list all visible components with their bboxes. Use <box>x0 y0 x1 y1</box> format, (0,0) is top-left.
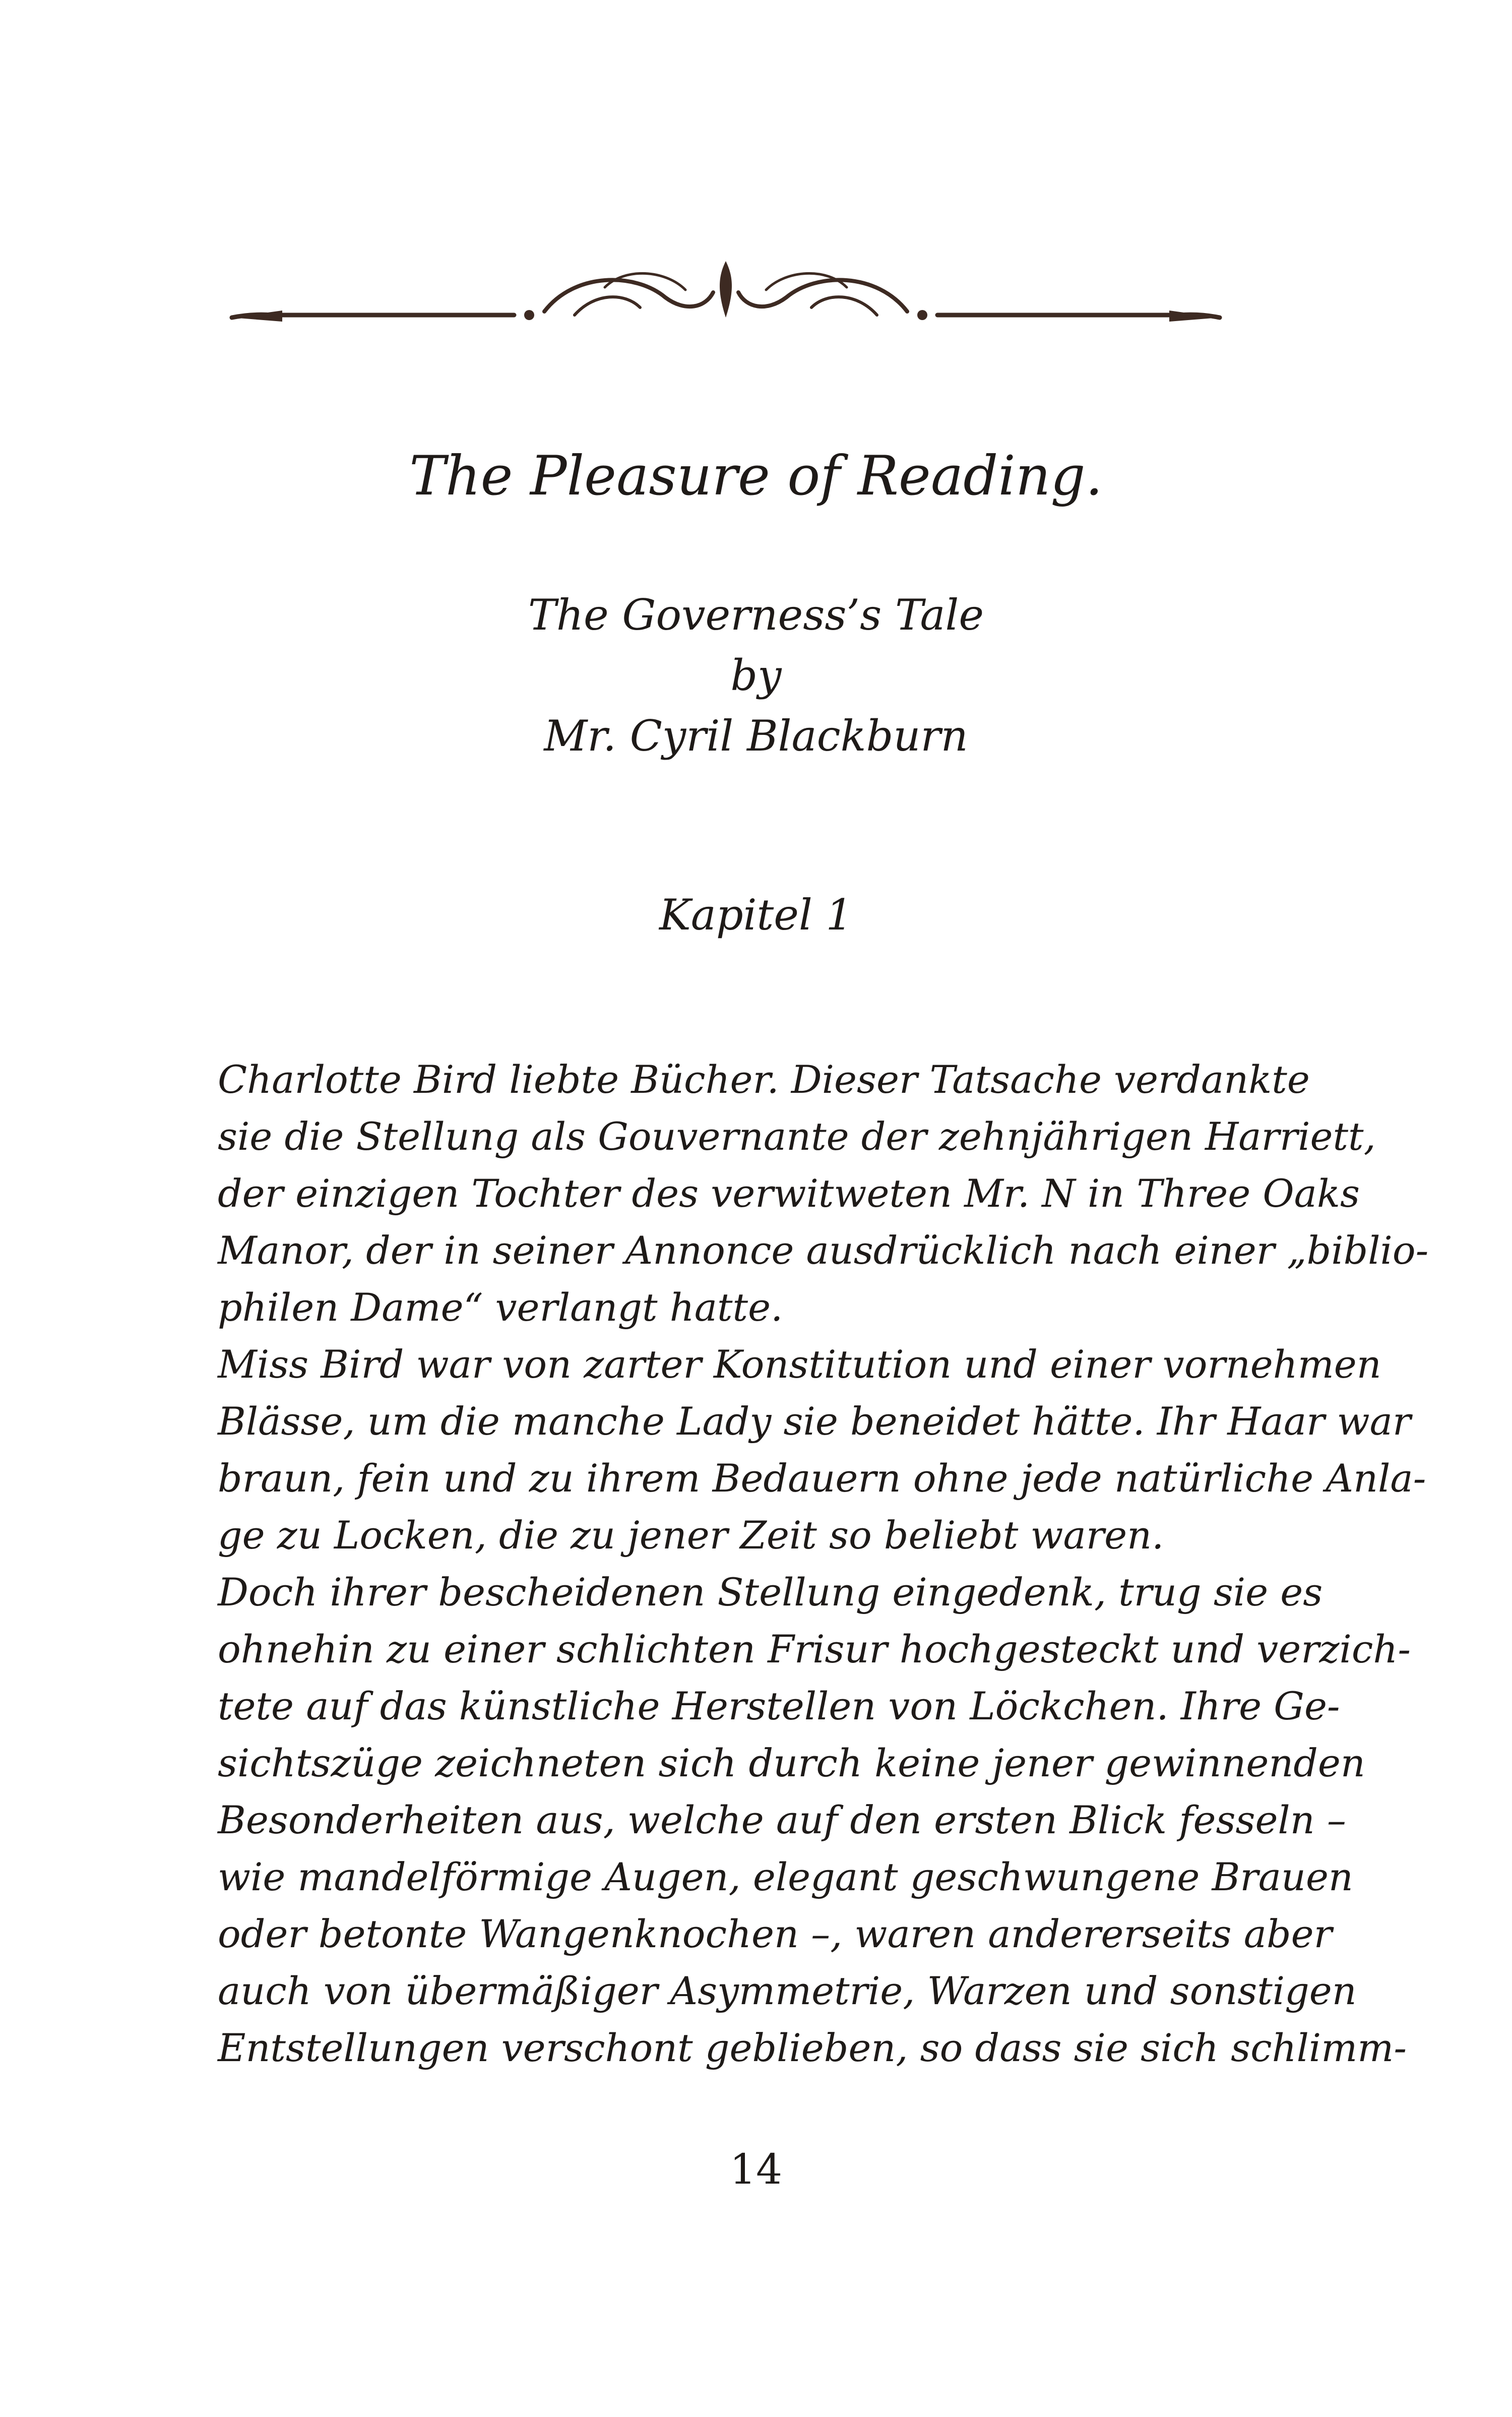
text-line: Besonderheiten aus, welche auf den ersten Blick fesseln – <box>218 1798 1346 1842</box>
text-line: Miss Bird war von zarter Konstitution und einer vornehmen <box>218 1342 1381 1387</box>
author-name: Mr. Cyril Blackburn <box>544 711 968 761</box>
text-line: wie mandelförmige Augen, elegant geschwungene Brauen <box>218 1854 1353 1899</box>
text-line: sichtszüge zeichneten sich durch keine jener gewinnenden <box>218 1741 1365 1785</box>
decorative-ornament-divider <box>222 252 1230 333</box>
text-line: tete auf das künstliche Herstellen von Löckchen. Ihre Ge- <box>218 1684 1340 1728</box>
text-line: ge zu Locken, die zu jener Zeit so beliebt waren. <box>218 1513 1164 1558</box>
body-text <box>218 1051 1429 2076</box>
text-line: sie die Stellung als Gouvernante der zehnjährigen Harriett, <box>218 1114 1376 1159</box>
byline-by: by <box>730 651 782 700</box>
page-number: 14 <box>729 2146 783 2194</box>
book-title: The Pleasure of Reading. <box>409 445 1103 508</box>
text-line: oder betonte Wangenknochen –, waren andererseits aber <box>218 1911 1332 1956</box>
text-line: Blässe, um die manche Lady sie beneidet hätte. Ihr Haar war <box>218 1399 1411 1444</box>
text-line: Charlotte Bird liebte Bücher. Dieser Tatsache verdankte <box>218 1057 1310 1102</box>
text-line: ohnehin zu einer schlichten Frisur hochgesteckt und verzich- <box>218 1627 1411 1671</box>
text-line: der einzigen Tochter des verwitweten Mr. N in Three Oaks <box>218 1171 1360 1216</box>
text-line: Manor, der in seiner Annonce ausdrücklich nach einer „biblio- <box>218 1228 1429 1273</box>
text-line: Entstellungen verschont geblieben, so dass sie sich schlimm- <box>218 2025 1407 2070</box>
chapter-heading: Kapitel 1 <box>659 890 853 940</box>
text-line: Doch ihrer bescheidenen Stellung eingedenk, trug sie es <box>218 1570 1323 1615</box>
story-title: The Governess’s Tale <box>528 590 984 640</box>
text-line: braun, fein und zu ihrem Bedauern ohne jede natürliche Anla- <box>218 1456 1426 1501</box>
text-line: auch von übermäßiger Asymmetrie, Warzen und sonstigen <box>218 1968 1357 2013</box>
text-line: philen Dame“ verlangt hatte. <box>218 1285 783 1330</box>
